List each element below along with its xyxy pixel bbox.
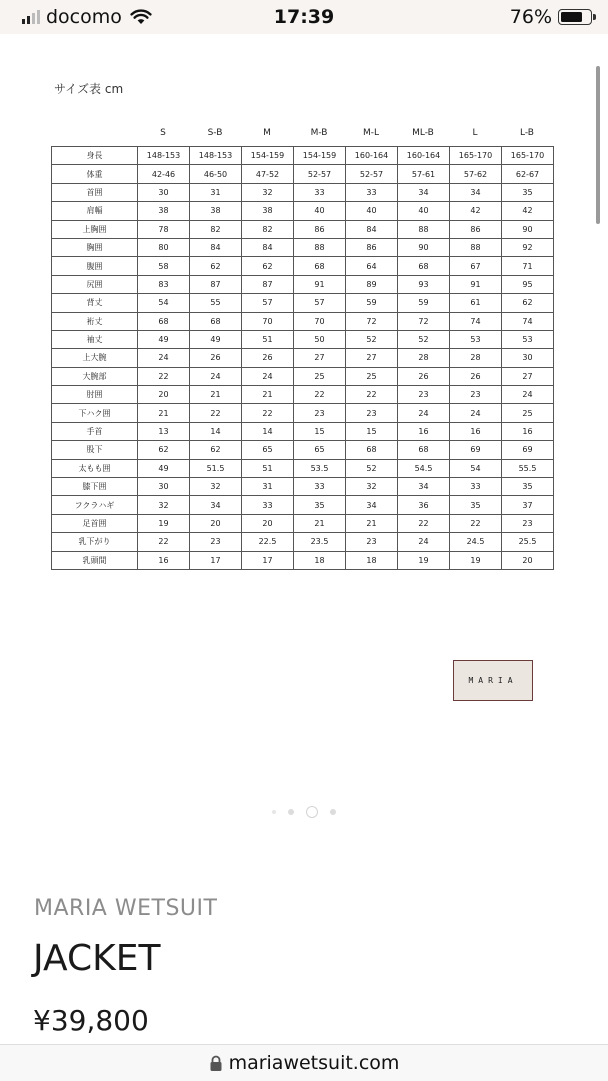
table-cell: 23 — [346, 533, 398, 551]
table-cell: 25 — [346, 367, 398, 385]
table-cell: 20 — [502, 551, 554, 569]
table-cell: 34 — [398, 478, 450, 496]
table-cell: 22 — [398, 514, 450, 532]
table-row — [52, 386, 554, 404]
table-cell: 38 — [190, 202, 242, 220]
table-cell: 67 — [450, 257, 502, 275]
table-cell: 21 — [242, 386, 294, 404]
table-row — [52, 238, 554, 256]
lock-icon — [209, 1055, 223, 1072]
table-row — [52, 330, 554, 348]
table-cell: 61 — [450, 294, 502, 312]
table-cell: 51 — [242, 459, 294, 477]
table-cell: 64 — [346, 257, 398, 275]
carrier-label: docomo — [46, 6, 122, 28]
table-cell: 22.5 — [242, 533, 294, 551]
table-cell: 20 — [190, 514, 242, 532]
table-cell: 21 — [138, 404, 190, 422]
table-row — [52, 275, 554, 293]
carousel-dot[interactable] — [330, 809, 336, 815]
table-cell: 53 — [450, 330, 502, 348]
table-cell: 74 — [450, 312, 502, 330]
table-cell: 20 — [242, 514, 294, 532]
url-display[interactable] — [0, 1052, 608, 1074]
table-cell: 16 — [398, 422, 450, 440]
table-cell: 33 — [294, 183, 346, 201]
table-cell: 70 — [242, 312, 294, 330]
table-row — [52, 147, 554, 165]
table-cell: 52 — [398, 330, 450, 348]
size-column-header: L-B — [520, 128, 534, 138]
table-cell: 23 — [190, 533, 242, 551]
product-name: JACKET — [33, 938, 161, 979]
url-text: mariawetsuit.com — [228, 1052, 400, 1074]
table-cell: 59 — [398, 294, 450, 312]
table-cell: 22 — [138, 533, 190, 551]
row-label: 体重 — [52, 165, 138, 183]
table-cell: 49 — [190, 330, 242, 348]
table-cell: 32 — [346, 478, 398, 496]
table-cell: 52 — [346, 330, 398, 348]
table-row — [52, 183, 554, 201]
table-cell: 24 — [190, 367, 242, 385]
table-cell: 35 — [502, 183, 554, 201]
table-cell: 22 — [294, 386, 346, 404]
table-cell: 88 — [294, 238, 346, 256]
table-cell: 52-57 — [294, 165, 346, 183]
status-bar — [0, 0, 608, 34]
row-label: 裄丈 — [52, 312, 138, 330]
battery-icon — [558, 9, 592, 25]
table-cell: 54 — [138, 294, 190, 312]
table-cell: 27 — [346, 349, 398, 367]
table-cell: 80 — [138, 238, 190, 256]
table-cell: 88 — [450, 238, 502, 256]
table-cell: 34 — [346, 496, 398, 514]
table-row — [52, 202, 554, 220]
table-cell: 34 — [190, 496, 242, 514]
table-cell: 19 — [450, 551, 502, 569]
size-column-header: M-B — [310, 128, 328, 138]
table-cell: 65 — [294, 441, 346, 459]
table-cell: 27 — [502, 367, 554, 385]
scroll-indicator[interactable] — [596, 66, 600, 224]
table-cell: 88 — [398, 220, 450, 238]
table-row — [52, 367, 554, 385]
table-cell: 18 — [294, 551, 346, 569]
table-cell: 38 — [138, 202, 190, 220]
table-cell: 93 — [398, 275, 450, 293]
table-cell: 59 — [346, 294, 398, 312]
table-cell: 33 — [346, 183, 398, 201]
battery-percent: 76% — [509, 6, 552, 28]
table-cell: 148-153 — [190, 147, 242, 165]
table-cell: 25 — [294, 367, 346, 385]
product-price: ¥39,800 — [33, 1004, 149, 1037]
table-cell: 31 — [190, 183, 242, 201]
table-cell: 26 — [450, 367, 502, 385]
carousel-dot[interactable] — [288, 809, 294, 815]
row-label: 肩幅 — [52, 202, 138, 220]
table-cell: 26 — [190, 349, 242, 367]
table-cell: 72 — [398, 312, 450, 330]
table-row — [52, 422, 554, 440]
table-cell: 40 — [346, 202, 398, 220]
table-cell: 62 — [190, 441, 242, 459]
carousel-dot[interactable] — [272, 810, 276, 814]
table-cell: 52-57 — [346, 165, 398, 183]
row-label: 股下 — [52, 441, 138, 459]
table-cell: 57 — [242, 294, 294, 312]
table-cell: 40 — [398, 202, 450, 220]
table-cell: 53.5 — [294, 459, 346, 477]
table-cell: 82 — [190, 220, 242, 238]
table-cell: 32 — [190, 478, 242, 496]
table-cell: 84 — [346, 220, 398, 238]
table-cell: 69 — [502, 441, 554, 459]
table-cell: 160-164 — [398, 147, 450, 165]
table-cell: 32 — [138, 496, 190, 514]
table-cell: 62 — [242, 257, 294, 275]
table-cell: 53 — [502, 330, 554, 348]
carousel-dot[interactable] — [306, 806, 318, 818]
table-cell: 35 — [450, 496, 502, 514]
table-cell: 71 — [502, 257, 554, 275]
table-cell: 62 — [502, 294, 554, 312]
table-cell: 19 — [138, 514, 190, 532]
table-cell: 84 — [242, 238, 294, 256]
table-row — [52, 349, 554, 367]
table-cell: 54.5 — [398, 459, 450, 477]
table-cell: 22 — [346, 386, 398, 404]
table-cell: 24 — [398, 404, 450, 422]
table-cell: 16 — [502, 422, 554, 440]
table-cell: 91 — [450, 275, 502, 293]
row-label: 手首 — [52, 422, 138, 440]
size-column-header: M-L — [362, 128, 380, 138]
table-cell: 83 — [138, 275, 190, 293]
table-cell: 68 — [138, 312, 190, 330]
table-cell: 25.5 — [502, 533, 554, 551]
table-cell: 51.5 — [190, 459, 242, 477]
clock: 17:39 — [273, 6, 335, 28]
table-cell: 42 — [450, 202, 502, 220]
carousel-dots[interactable] — [0, 803, 608, 821]
table-cell: 49 — [138, 330, 190, 348]
table-cell: 95 — [502, 275, 554, 293]
table-cell: 24 — [502, 386, 554, 404]
table-row — [52, 459, 554, 477]
table-cell: 35 — [502, 478, 554, 496]
table-cell: 28 — [450, 349, 502, 367]
status-right — [510, 6, 592, 28]
row-label: 乳頭間 — [52, 551, 138, 569]
table-cell: 33 — [242, 496, 294, 514]
table-cell: 62 — [138, 441, 190, 459]
table-cell: 57-61 — [398, 165, 450, 183]
table-cell: 31 — [242, 478, 294, 496]
table-cell: 154-159 — [242, 147, 294, 165]
table-cell: 89 — [346, 275, 398, 293]
table-cell: 87 — [242, 275, 294, 293]
row-label: 膝下囲 — [52, 478, 138, 496]
table-cell: 34 — [398, 183, 450, 201]
table-row — [52, 165, 554, 183]
table-cell: 52 — [346, 459, 398, 477]
table-cell: 57-62 — [450, 165, 502, 183]
row-label: 足首囲 — [52, 514, 138, 532]
table-cell: 13 — [138, 422, 190, 440]
table-cell: 21 — [294, 514, 346, 532]
table-cell: 160-164 — [346, 147, 398, 165]
table-cell: 55.5 — [502, 459, 554, 477]
battery-fill — [561, 12, 582, 22]
table-cell: 30 — [138, 478, 190, 496]
table-cell: 33 — [294, 478, 346, 496]
table-cell: 82 — [242, 220, 294, 238]
table-cell: 27 — [294, 349, 346, 367]
row-label: 尻囲 — [52, 275, 138, 293]
table-cell: 36 — [398, 496, 450, 514]
table-cell: 23.5 — [294, 533, 346, 551]
table-cell: 15 — [346, 422, 398, 440]
table-row — [52, 533, 554, 551]
table-cell: 24.5 — [450, 533, 502, 551]
row-label: 乳下がり — [52, 533, 138, 551]
table-cell: 78 — [138, 220, 190, 238]
table-row — [52, 312, 554, 330]
table-row — [52, 551, 554, 569]
row-label: 肘囲 — [52, 386, 138, 404]
table-cell: 62 — [190, 257, 242, 275]
table-cell: 16 — [450, 422, 502, 440]
table-cell: 17 — [242, 551, 294, 569]
table-cell: 58 — [138, 257, 190, 275]
table-cell: 38 — [242, 202, 294, 220]
table-cell: 165-170 — [502, 147, 554, 165]
table-cell: 14 — [190, 422, 242, 440]
table-cell: 24 — [242, 367, 294, 385]
row-label: 上大腕 — [52, 349, 138, 367]
row-label: 上胸囲 — [52, 220, 138, 238]
browser-url-bar[interactable] — [0, 1044, 608, 1081]
table-cell: 69 — [450, 441, 502, 459]
row-label: 背丈 — [52, 294, 138, 312]
table-cell: 91 — [294, 275, 346, 293]
table-cell: 84 — [190, 238, 242, 256]
table-cell: 68 — [190, 312, 242, 330]
row-label: 下ハク囲 — [52, 404, 138, 422]
size-chart-column-headers — [137, 128, 553, 138]
table-row — [52, 441, 554, 459]
table-cell: 72 — [346, 312, 398, 330]
table-cell: 165-170 — [450, 147, 502, 165]
table-cell: 28 — [398, 349, 450, 367]
table-cell: 23 — [450, 386, 502, 404]
table-cell: 23 — [502, 514, 554, 532]
table-cell: 68 — [294, 257, 346, 275]
table-row — [52, 514, 554, 532]
table-cell: 30 — [138, 183, 190, 201]
table-cell: 33 — [450, 478, 502, 496]
table-cell: 90 — [502, 220, 554, 238]
table-cell: 62-67 — [502, 165, 554, 183]
table-cell: 86 — [294, 220, 346, 238]
size-column-header: L — [472, 128, 478, 138]
table-cell: 22 — [190, 404, 242, 422]
table-cell: 68 — [398, 257, 450, 275]
table-cell: 14 — [242, 422, 294, 440]
table-cell: 92 — [502, 238, 554, 256]
row-label: フクラハギ — [52, 496, 138, 514]
table-row — [52, 404, 554, 422]
battery-tip — [593, 14, 596, 20]
table-cell: 22 — [242, 404, 294, 422]
table-cell: 17 — [190, 551, 242, 569]
table-cell: 42-46 — [138, 165, 190, 183]
table-cell: 40 — [294, 202, 346, 220]
table-cell: 24 — [450, 404, 502, 422]
table-cell: 51 — [242, 330, 294, 348]
row-label: 胸囲 — [52, 238, 138, 256]
brand-name: MARIA WETSUIT — [34, 896, 218, 921]
table-row — [52, 257, 554, 275]
row-label: 首囲 — [52, 183, 138, 201]
table-row — [52, 496, 554, 514]
row-label: 太もも囲 — [52, 459, 138, 477]
table-cell: 68 — [346, 441, 398, 459]
table-cell: 22 — [450, 514, 502, 532]
table-cell: 22 — [138, 367, 190, 385]
table-cell: 68 — [398, 441, 450, 459]
row-label: 腹囲 — [52, 257, 138, 275]
size-column-header: M — [263, 128, 271, 138]
size-column-header: S-B — [207, 128, 223, 138]
table-cell: 18 — [346, 551, 398, 569]
table-cell: 57 — [294, 294, 346, 312]
table-cell: 32 — [242, 183, 294, 201]
table-cell: 47-52 — [242, 165, 294, 183]
table-cell: 148-153 — [138, 147, 190, 165]
table-cell: 23 — [346, 404, 398, 422]
table-cell: 21 — [190, 386, 242, 404]
table-cell: 90 — [398, 238, 450, 256]
table-cell: 34 — [450, 183, 502, 201]
table-cell: 35 — [294, 496, 346, 514]
table-cell: 50 — [294, 330, 346, 348]
table-cell: 37 — [502, 496, 554, 514]
table-cell: 23 — [294, 404, 346, 422]
table-cell: 65 — [242, 441, 294, 459]
size-chart-title: サイズ表 cm — [54, 82, 124, 96]
table-cell: 86 — [450, 220, 502, 238]
table-cell: 70 — [294, 312, 346, 330]
table-cell: 25 — [502, 404, 554, 422]
table-cell: 24 — [138, 349, 190, 367]
table-cell: 20 — [138, 386, 190, 404]
size-column-header: S — [160, 128, 166, 138]
size-column-header: ML-B — [412, 128, 434, 138]
table-cell: 21 — [346, 514, 398, 532]
row-label: 大腕部 — [52, 367, 138, 385]
table-cell: 26 — [242, 349, 294, 367]
table-cell: 16 — [138, 551, 190, 569]
table-cell: 46-50 — [190, 165, 242, 183]
size-chart-table — [51, 146, 554, 570]
table-cell: 15 — [294, 422, 346, 440]
table-row — [52, 220, 554, 238]
table-cell: 23 — [398, 386, 450, 404]
table-row — [52, 478, 554, 496]
table-row — [52, 294, 554, 312]
table-cell: 74 — [502, 312, 554, 330]
table-cell: 26 — [398, 367, 450, 385]
table-cell: 49 — [138, 459, 190, 477]
table-cell: 19 — [398, 551, 450, 569]
table-cell: 87 — [190, 275, 242, 293]
table-cell: 154-159 — [294, 147, 346, 165]
row-label: 身長 — [52, 147, 138, 165]
table-cell: 55 — [190, 294, 242, 312]
table-cell: 86 — [346, 238, 398, 256]
maria-logo: MARIA — [453, 660, 533, 701]
table-cell: 24 — [398, 533, 450, 551]
table-cell: 54 — [450, 459, 502, 477]
table-cell: 42 — [502, 202, 554, 220]
table-cell: 30 — [502, 349, 554, 367]
row-label: 袖丈 — [52, 330, 138, 348]
